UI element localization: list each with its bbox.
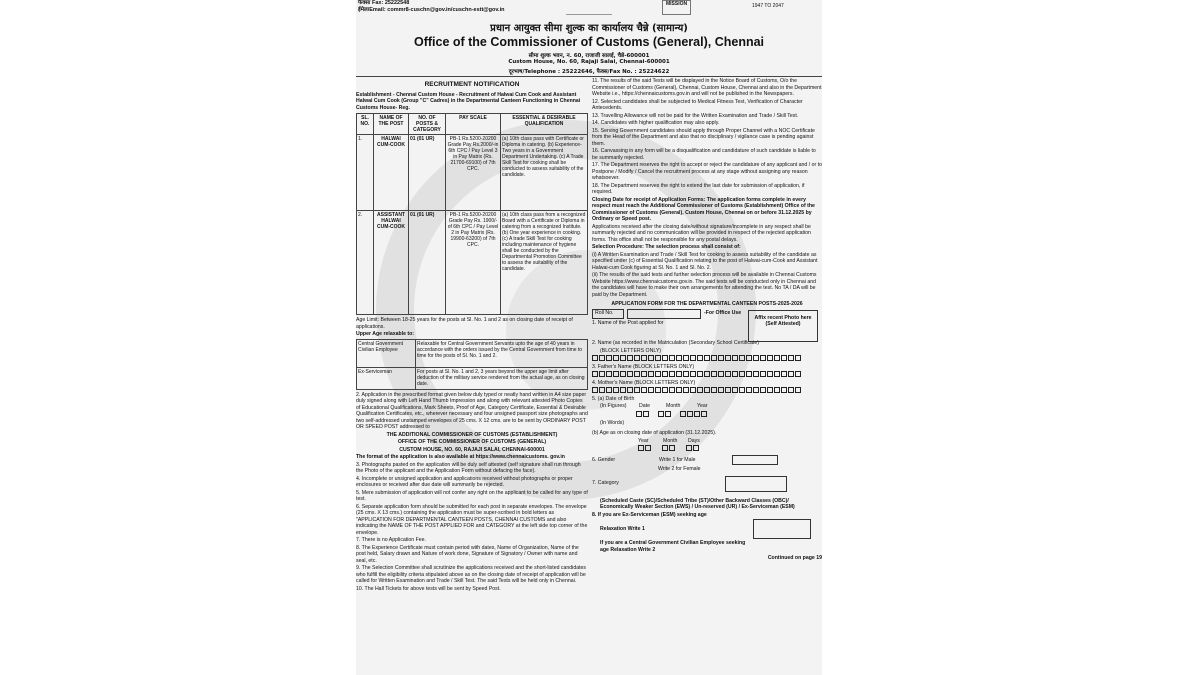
letter-box[interactable]	[676, 355, 682, 361]
address-line-3: CUSTOM HOUSE, NO. 60, RAJAJI SALAI, CHENNAI-600001	[399, 446, 545, 453]
letter-box[interactable]	[781, 371, 787, 377]
age-labels	[592, 438, 822, 445]
letter-box[interactable]	[662, 387, 668, 393]
cell-qual: (a) 10th class pass from a recognized Board with a Certificate or Diploma in catering from a recognized Institute. (b) One year experience in cooking. (c) A trade Skill Test for cooking including maintenance of hygiene shall be conducted by the Departmental Promotion Committee to assess the suitability of the candidate.	[501, 211, 588, 315]
male-label: Write 1 for Male	[659, 456, 696, 463]
list-item: 17. The Department reserves the right to accept or reject the candidature of any applicant and / or to Postpone / Modify / Cancel the recruitment process at any stage without assigning any reason whatsoever.	[592, 162, 822, 181]
selection-ii: (ii) The results of the said tests and further selection process will be available in Chennai Customs Website https://www.chennaicustoms.gov.in. The said tests will be conducted only in Chennai and the candidates will have to make their own arrangements for attending the test. No TA / DA will be paid by the Department.	[592, 272, 817, 298]
in-words-label: (In Words)	[600, 419, 625, 426]
cell-qual: (a) 10th class pass with Certificate or Diploma in catering. (b) Experience- Two years in a Government Department Undertaking. (c) A Trade Skill Test for cooking shall be conducted to assess suitability of the candidate.	[501, 135, 588, 211]
roll-label: Roll No.	[592, 309, 624, 319]
letter-box[interactable]	[795, 355, 801, 361]
letter-box[interactable]	[788, 371, 794, 377]
late-note: Applications received after the closing date/without signature/incomplete in any respect shall be summarily rejected and no communication will be provided in respect of the rejected application forms. This office shall not be responsible for any postal delays.	[592, 223, 811, 243]
list-item: 12. Selected candidates shall be subjected to Medical Fitness Test, Verification of Character Antecedents.	[592, 98, 803, 111]
notification-page	[356, 0, 822, 675]
table-row	[357, 211, 588, 315]
letter-box[interactable]	[697, 387, 703, 393]
age-year-label: Year	[638, 437, 649, 444]
gender-input[interactable]	[732, 455, 778, 465]
field-1: 1. Name of the Post applied for	[592, 319, 664, 326]
letter-box[interactable]	[620, 355, 626, 361]
mother-name-boxes[interactable]	[592, 387, 801, 393]
cgce-relax: If you are a Central Government Civilian Employee seeking age Relaxation Write 2	[600, 540, 746, 553]
list-item: 11. The results of the said Tests will be displayed in the Notice Board of Customs, O/o the Commissioner of Customs (General), Chennai, Custom House, Chennai and also in the Department Website i.e., https://chennaicustoms.gov.in and will not be published in the Newspapers.	[592, 78, 822, 97]
letter-box[interactable]	[683, 355, 689, 361]
letter-box[interactable]	[718, 371, 724, 377]
letter-box[interactable]	[774, 371, 780, 377]
table-header: NO. OF POSTS & CATEGORY	[409, 114, 446, 135]
cell-count: 01 (01 UR)	[409, 135, 446, 211]
letter-box[interactable]	[606, 387, 612, 393]
letter-box[interactable]	[634, 355, 640, 361]
letter-box[interactable]	[774, 387, 780, 393]
left-column	[356, 78, 588, 593]
closing-date: Closing Date for receipt of Application Forms: The application forms complete in every respect must reach the Additional Commissioner of Customs (Establishment) Office of the Commissioner of Customs (General), Custom House, Chennai on or before 31.12.2025 by Ordinary or Speed post.	[592, 196, 815, 222]
letter-box[interactable]	[753, 387, 759, 393]
table-header: SL. NO.	[357, 114, 374, 135]
letter-box[interactable]	[606, 355, 612, 361]
selection-i: (i) A Written Examination and Trade / Skill Test for cooking to assess suitability of the candidate as specified under (c) of Essential Qualification relating to the post of Halwai-cum-Cook and Assistant Halwai-cum Cook figuring at Sl. No. 1 and Sl. No. 2.	[592, 251, 818, 271]
letter-box[interactable]	[725, 355, 731, 361]
roll-input[interactable]	[627, 309, 701, 319]
table-header-row	[357, 114, 588, 135]
gender-row	[592, 455, 822, 465]
intro-text: Establishment - Chennai Custom House - Recruitment of Halwai Cum Cook and Assistant Halwai Cum Cook (Group "C" Cadres) in the Departmental Canteen Functioning in Chennai Customs House- Reg.	[356, 91, 581, 111]
hindi-address: सीमा शुल्क भवन, न. 60, राजाजी सालई, चैन्ने-600001	[528, 53, 650, 59]
letter-box[interactable]	[690, 371, 696, 377]
age-days-label: Days	[688, 437, 700, 444]
selection-heading: Selection Procedure: The selection process shall consist of:	[592, 244, 741, 250]
address-line-2: OFFICE OF THE COMMISSIONER OF CUSTOMS (GENERAL)	[397, 439, 547, 445]
table-row	[357, 367, 588, 389]
cell-pay: PB-1 Rs.5200-20200 Grade Pay Rs. 1900/- of 6th CPC / Pay Level 2 in Pay Matrix (Rs. 19900-63200) of 7th CPC.	[446, 211, 501, 315]
cell-sl: 2.	[357, 211, 374, 315]
list-item: 7. There is no Application Fee.	[356, 537, 426, 543]
address-line-1: THE ADDITIONAL COMMISSIONER OF CUSTOMS (ESTABLISHMENT)	[386, 431, 558, 438]
table-row	[357, 339, 588, 367]
letter-box[interactable]	[753, 371, 759, 377]
cell-sl: 1.	[357, 135, 374, 211]
father-name-boxes[interactable]	[592, 371, 801, 377]
relax-text: Relaxable for Central Government Servants upto the age of 40 years in accordance with the orders issued by the Central Government from time to time for the posts of Sl. No. 1 and 2.	[416, 339, 588, 367]
dob-labels	[592, 403, 822, 410]
upper-age-label: Upper Age relaxable to:	[356, 331, 415, 337]
letter-box[interactable]	[781, 387, 787, 393]
letter-box[interactable]	[760, 355, 766, 361]
relax-text: For posts at Sl. No. 1 and 2, 3 years beyond the upper age limit after deduction of the military service rendered from the actual age, as on closing date.	[416, 367, 588, 389]
date-label: Date	[639, 403, 650, 409]
office-address: Custom House, No. 60, Rajaji Salai, Chennai-600001	[508, 59, 670, 65]
letter-box[interactable]	[704, 355, 710, 361]
field-4: 4. Mother's Name (BLOCK LETTERS ONLY)	[592, 379, 696, 386]
list-item: 18. The Department reserves the right to extend the last date for submission of application, if required.	[592, 182, 805, 195]
field-3: 3. Father's Name (BLOCK LETTERS ONLY)	[592, 363, 695, 370]
esm-relax: Relaxation Write 1	[600, 525, 645, 532]
field-5b: (b) Age as on closing date of application (31.12.2025).	[592, 430, 717, 436]
list-item: 4. Incomplete or unsigned application and applications received without photographs or proper enclosures or received after due date will summarily be rejected.	[356, 475, 573, 488]
field-8: 8. If you are Ex-Serviceman (ESM) seeking age	[592, 511, 707, 518]
field-5: 5. (a) Date of Birth	[592, 395, 635, 402]
letter-box[interactable]	[774, 355, 780, 361]
field-2: 2. Name (as recorded in the Matriculation (Secondary School Certificate)	[592, 340, 759, 346]
relax-category: Central Government Civilian Employee	[357, 339, 416, 367]
letter-box[interactable]	[746, 387, 752, 393]
in-figures-label: (In Figures)	[600, 403, 627, 409]
letter-box[interactable]	[711, 355, 717, 361]
category-options: (Scheduled Caste (SC)/Scheduled Tribe (ST)/Other Backward Classes (OBC)/ Economically Weaker Section (EWS) / Un-reserved (UR) / Ex-Serviceman (ESM)	[600, 497, 795, 510]
letter-box[interactable]	[676, 387, 682, 393]
letter-box[interactable]	[662, 371, 668, 377]
fax-text: फैक्स/ Fax: 25222548	[358, 0, 410, 6]
cell-count: 01 (01 UR)	[409, 211, 446, 315]
category-row	[592, 476, 822, 492]
relax-category: Ex-Serviceman	[357, 367, 416, 389]
letter-box[interactable]	[634, 387, 640, 393]
field-7: 7. Category	[592, 480, 619, 487]
letter-box[interactable]	[641, 387, 647, 393]
office-phone: दूरभाष/Telephone : 25222646, फैक्स/Fax No. : 25224622	[508, 69, 670, 75]
letter-box[interactable]	[697, 355, 703, 361]
letter-box[interactable]	[704, 371, 710, 377]
photo-box: Affix recent Photo here (Self Attested)	[748, 310, 818, 342]
letter-box[interactable]	[739, 355, 745, 361]
letter-box[interactable]	[620, 387, 626, 393]
letter-box[interactable]	[767, 355, 773, 361]
letter-box[interactable]	[711, 387, 717, 393]
office-title: Office of the Commissioner of Customs (General), Chennai	[413, 35, 765, 49]
list-item: 3. Photographs pasted on the application will be duly self attested (self signature shall run through the Photo of the applicant and the Application Form without defacing the face).	[356, 461, 581, 474]
letter-box[interactable]	[613, 387, 619, 393]
letter-box[interactable]	[718, 387, 724, 393]
letter-box[interactable]	[788, 387, 794, 393]
letter-box[interactable]	[760, 371, 766, 377]
letter-box[interactable]	[599, 355, 605, 361]
letter-box[interactable]	[620, 371, 626, 377]
cell-post: ASSISTANT HALWAI CUM-COOK	[374, 211, 409, 315]
letter-box[interactable]	[599, 387, 605, 393]
letter-box[interactable]	[718, 355, 724, 361]
year-label: Year	[697, 403, 708, 409]
letter-box[interactable]	[662, 355, 668, 361]
category-input[interactable]	[725, 476, 787, 492]
letter-box[interactable]	[690, 355, 696, 361]
letter-box[interactable]	[669, 355, 675, 361]
age-month-label: Month	[663, 437, 678, 444]
letter-box[interactable]	[788, 355, 794, 361]
dob-boxes[interactable]	[592, 411, 822, 417]
table-header: NAME OF THE POST	[374, 114, 409, 135]
letter-box[interactable]	[711, 371, 717, 377]
letter-box[interactable]	[697, 371, 703, 377]
letter-box[interactable]	[669, 371, 675, 377]
list-item: 15. Serving Government candidates should apply through Proper Channel with a NOC Certificate from the Head of the Department and also that no disciplinary / vigilance case is pending against them.	[592, 127, 815, 147]
format-link: The format of the application is also available at https://www.chennaicustoms. gov.in	[356, 454, 565, 460]
letter-box[interactable]	[648, 371, 654, 377]
letter-box[interactable]	[725, 387, 731, 393]
letter-box[interactable]	[690, 387, 696, 393]
female-label: Write 2 for Female	[658, 466, 701, 472]
contact-block	[358, 0, 504, 14]
list-item: 13. Travelling Allowance will not be paid for the Written Examination and Trade / Skill Test.	[592, 112, 799, 119]
table-row	[357, 135, 588, 211]
letter-box[interactable]	[627, 355, 633, 361]
list-item: 10. The Hall Tickets for above tests will be sent by Speed Post.	[356, 585, 501, 592]
letter-box[interactable]	[704, 387, 710, 393]
letter-box[interactable]	[655, 371, 661, 377]
form-heading: APPLICATION FORM FOR THE DEPARTMENTAL CANTEEN POSTS-2025-2026	[611, 301, 803, 307]
relaxation-input[interactable]	[753, 519, 811, 539]
letter-box[interactable]	[732, 355, 738, 361]
letter-box[interactable]	[599, 371, 605, 377]
letter-box[interactable]	[725, 371, 731, 377]
mission-badge: MISSION	[662, 0, 691, 15]
letter-box[interactable]	[746, 355, 752, 361]
letter-box[interactable]	[592, 387, 598, 393]
age-boxes[interactable]	[592, 445, 822, 451]
cell-post: HALWAI CUM-COOK	[374, 135, 409, 211]
email-text: ईमेल/Email: commr8-cuschn@gov.in/cuschn-estt@gov.in	[358, 7, 505, 13]
letter-box[interactable]	[732, 371, 738, 377]
office-use-label: -For Office Use	[704, 310, 742, 317]
list-item: 14. Candidates with higher qualification may also apply.	[592, 120, 720, 126]
letter-box[interactable]	[767, 387, 773, 393]
letter-box[interactable]	[641, 355, 647, 361]
letter-box[interactable]	[648, 355, 654, 361]
recruitment-heading: RECRUITMENT NOTIFICATION	[424, 81, 520, 88]
paragraph-2: 2. Application in the prescribed format given below duly typed or neatly hand written in A4 size paper duly signed along with Left Hand Thumb Impression and along with relevant attested Photo Copies of Educational Qualifications, Mark Sheets, Proof of Age, Category Certificate, Essential & Desirable Qualification Certificates, etc., wherever necessary and four unsigned passport size photographs and two self-addressed unstamped envelopes of 25 cms. X 12 cms. are to be sent by ORDINARY POST OR SPEED POST addressed to	[356, 391, 588, 430]
letter-box[interactable]	[753, 355, 759, 361]
letter-box[interactable]	[781, 355, 787, 361]
letter-box[interactable]	[683, 371, 689, 377]
list-item: 8. The Experience Certificate must contain period with dates, Name of Organization, Name of the post held, Salary drawn and Nature of work done, Signature of Signatory / Owner with name and seal, etc.	[356, 544, 579, 564]
letter-box[interactable]	[683, 387, 689, 393]
letter-box[interactable]	[795, 371, 801, 377]
esm-row	[592, 519, 822, 539]
letter-box[interactable]	[627, 387, 633, 393]
field-6: 6. Gender	[592, 456, 616, 463]
letter-box[interactable]	[641, 371, 647, 377]
relaxation-table	[356, 339, 588, 390]
age-limit: Age Limit: Between 18-25 years for the posts at Sl. No. 1 and 2 as on closing date of receipt of applications.	[356, 317, 573, 330]
list-item: 9. The Selection Committee shall scrutinize the applications received and the short-listed candidates who fulfill the eligibility criteria stipulated above as on the closing date of receipt of application will be called for Written Examination and Trade / Skill Test. The said Tests will be held only in Chennai.	[356, 565, 587, 584]
letter-box[interactable]	[669, 387, 675, 393]
list-item: 5. Mere submission of application will not confer any right on the applicant to be called for any type of test.	[356, 489, 588, 502]
letter-box[interactable]	[648, 387, 654, 393]
letter-box[interactable]	[655, 355, 661, 361]
letter-box[interactable]	[739, 371, 745, 377]
mission-date: 1947 TO 2047	[752, 3, 784, 9]
field-2-note: (BLOCK LETTERS ONLY)	[600, 347, 662, 354]
posts-table	[356, 113, 588, 315]
letter-box[interactable]	[739, 387, 745, 393]
letter-box[interactable]	[627, 371, 633, 377]
letter-box[interactable]	[592, 355, 598, 361]
table-header: ESSENTIAL & DESIRABLE QUALIFICATION	[501, 114, 588, 135]
letter-box[interactable]	[795, 387, 801, 393]
cell-pay: PB-1 Rs.5200-20200 Grade Pay Rs.2000/-in 6th CPC / Pay Level 3 in Pay Matrix (Rs. 21700-69100) of 7th CPC.	[446, 135, 501, 211]
letter-box[interactable]	[732, 387, 738, 393]
table-header: PAY SCALE	[446, 114, 501, 135]
letter-box[interactable]	[746, 371, 752, 377]
month-label: Month	[666, 403, 681, 409]
letter-box[interactable]	[676, 371, 682, 377]
header-rule	[356, 76, 822, 77]
letter-box[interactable]	[634, 371, 640, 377]
hindi-title: प्रधान आयुक्त सीमा शुल्क का कार्यालय चैन्ने (सामान्य)	[490, 23, 688, 34]
name-boxes[interactable]	[592, 355, 801, 361]
letter-box[interactable]	[592, 371, 598, 377]
continued-note: Continued on page 19	[767, 555, 822, 561]
emblem-icon	[566, 0, 612, 15]
letter-box[interactable]	[606, 371, 612, 377]
letter-box[interactable]	[760, 387, 766, 393]
letter-box[interactable]	[613, 355, 619, 361]
list-item: 6. Separate application form should be submitted for each post in separate envelopes. The envelope (25 cms. X 13 cms.) containing the application must be super-scribed in bold letters as "APPLICATION FOR DEPARTMENTAL CANTEEN POSTS, CHENNAI CUSTOMS and also indicating the NAME OF THE POST APPLIED FOR and CATEGORY at the left side top corner of the envelope.	[356, 503, 588, 536]
list-item: 16. Canvassing in any form will be a disqualification and candidature of such candidate is liable to be summarily rejected.	[592, 148, 816, 161]
letter-box[interactable]	[613, 371, 619, 377]
letter-box[interactable]	[767, 371, 773, 377]
letter-box[interactable]	[655, 387, 661, 393]
